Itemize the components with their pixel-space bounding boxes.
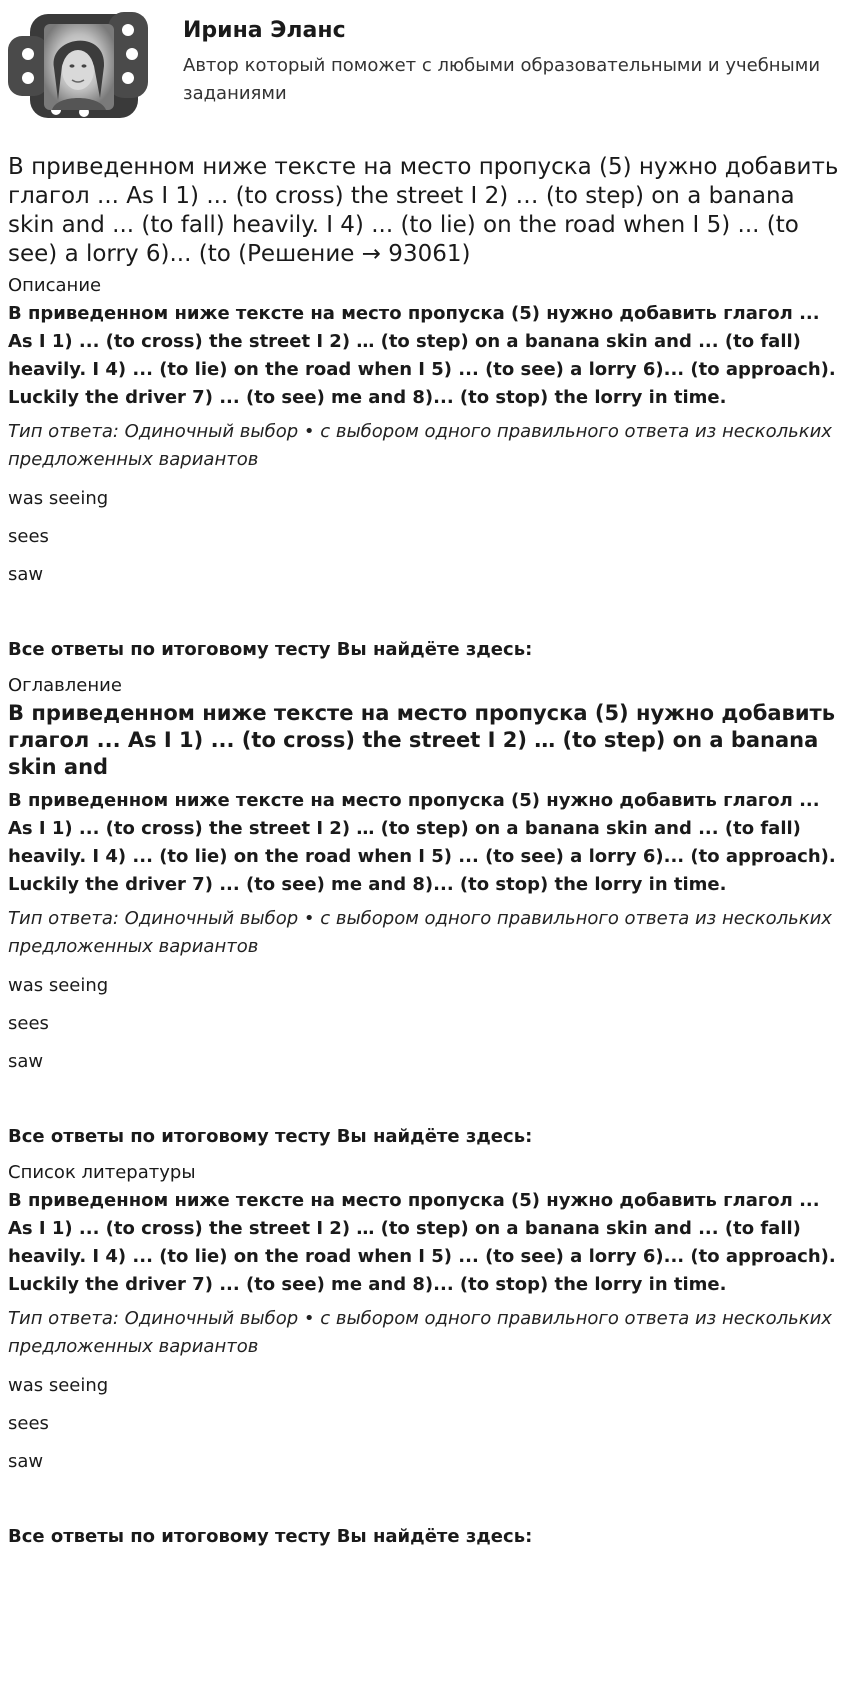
toc-section xyxy=(8,674,839,1149)
answer-type: Тип ответа: Одиночный выбор • с выбором одного правильного ответа из нескольких предложенных вариантов xyxy=(8,421,832,470)
all-answers-link[interactable]: Все ответы по итоговому тесту Вы найдёте здесь: xyxy=(8,1126,533,1147)
answer-type: Тип ответа: Одиночный выбор • с выбором одного правильного ответа из нескольких предложенных вариантов xyxy=(8,1308,832,1357)
answer-option: saw xyxy=(8,564,44,585)
answer-option: sees xyxy=(8,526,49,547)
all-answers-link[interactable]: Все ответы по итоговому тесту Вы найдёте здесь: xyxy=(8,639,533,660)
answer-option: sees xyxy=(8,1413,49,1434)
author-avatar[interactable] xyxy=(8,6,153,126)
toc-title: В приведенном ниже тексте на место пропуска (5) нужно добавить глагол ... As I 1) ... (to cross) the street I 2) … (to step) on a banana skin and xyxy=(8,701,835,779)
answer-option: was seeing xyxy=(8,975,109,996)
answer-option: sees xyxy=(8,1013,49,1034)
bibliography-section xyxy=(8,1161,839,1549)
description-section xyxy=(8,274,839,662)
author-name[interactable]: Ирина Эланс xyxy=(183,18,346,43)
author-header xyxy=(8,0,839,132)
all-answers-link[interactable]: Все ответы по итоговому тесту Вы найдёте здесь: xyxy=(8,1526,533,1547)
answer-option: was seeing xyxy=(8,488,109,509)
answer-type: Тип ответа: Одиночный выбор • с выбором одного правильного ответа из нескольких предложенных вариантов xyxy=(8,908,832,957)
author-description: Автор который поможет с любыми образовательными и учебными заданиями xyxy=(183,55,821,104)
author-info xyxy=(183,6,839,108)
section-label: Список литературы xyxy=(8,1162,196,1183)
section-label: Оглавление xyxy=(8,675,122,696)
answer-option: was seeing xyxy=(8,1375,109,1396)
question-text: В приведенном ниже тексте на место пропуска (5) нужно добавить глагол ... As I 1) ... (to cross) the street I 2) … (to step) on a banana skin and ... (to fall) heavily. I 4) ... (to lie) on the road when I 5) ... (to see) a lorry 6)... (to approach). Luckily the driver 7) ... (to see) me and 8)... (to stop) the lorry in time. xyxy=(8,790,836,895)
question-text: В приведенном ниже тексте на место пропуска (5) нужно добавить глагол ... As I 1) ... (to cross) the street I 2) … (to step) on a banana skin and ... (to fall) heavily. I 4) ... (to lie) on the road when I 5) ... (to see) a lorry 6)... (to approach). Luckily the driver 7) ... (to see) me and 8)... (to stop) the lorry in time. xyxy=(8,303,836,408)
question-text: В приведенном ниже тексте на место пропуска (5) нужно добавить глагол ... As I 1) ... (to cross) the street I 2) … (to step) on a banana skin and ... (to fall) heavily. I 4) ... (to lie) on the road when I 5) ... (to see) a lorry 6)... (to approach). Luckily the driver 7) ... (to see) me and 8)... (to stop) the lorry in time. xyxy=(8,1190,836,1295)
section-label: Описание xyxy=(8,275,102,296)
answer-option: saw xyxy=(8,1051,44,1072)
film-reel-icon xyxy=(8,6,153,126)
answer-option: saw xyxy=(8,1451,44,1472)
page-title: В приведенном ниже тексте на место пропуска (5) нужно добавить глагол ... As I 1) ... (to cross) the street I 2) … (to step) on a banana skin and ... (to fall) heavily. I 4) ... (to lie) on the road when I 5) ... (to see) a lorry 6)... (to (Решение → 93061) xyxy=(8,154,839,267)
